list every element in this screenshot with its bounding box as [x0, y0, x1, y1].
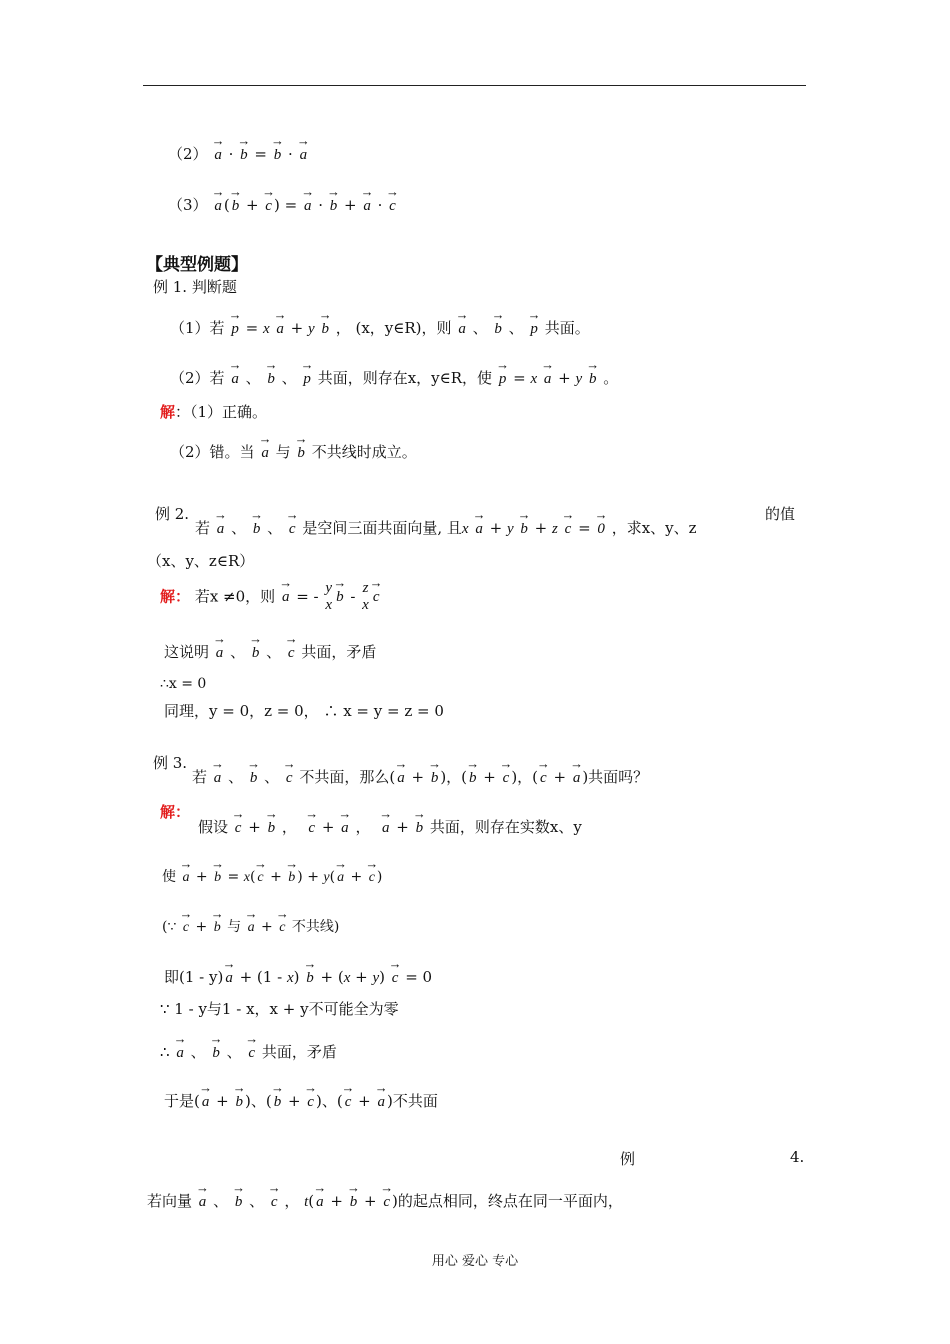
ex3-sol-label	[160, 801, 190, 822]
ex3-s1-b: 假设	[198, 818, 229, 836]
ex2-range: （x、y、z∈R）	[147, 552, 255, 570]
ex3-label: 例 3.	[153, 754, 188, 772]
ex2-question: 若 → a 、 → b 、 → c 是空间三面共面向量, 且x → a + y → b + z → c = → 0 ，求x、y、z	[195, 517, 697, 538]
ex1-title: 例 1. 判断题	[153, 278, 237, 296]
ex3-s3-a: (∵	[162, 919, 177, 935]
solution-colon: ：	[175, 803, 191, 821]
ex2-s2-a: 这说明	[164, 643, 210, 661]
ex1-sol2-a: （2）错。当	[170, 443, 255, 461]
ex1-sol2-b: 与	[275, 443, 291, 461]
ex3-s7-a: 于是(	[164, 1092, 200, 1110]
ex2-sol1: 解： 若x ≠0，则 → a = - y x → b - z x → c	[160, 580, 382, 615]
ex2-sol-a: 若x ≠0，则	[194, 587, 276, 606]
ex3-s2: 使 → a + → b = x(→ c + → b ) + y(→ a + → c )	[162, 866, 382, 886]
ex1-sol1	[160, 401, 267, 422]
solution-label: 解	[160, 587, 176, 606]
ex2-s3: ∴x = 0	[160, 676, 207, 692]
solution-label: 解	[160, 403, 176, 421]
ex3-s6-a: ∴	[160, 1043, 170, 1061]
ex1-q1-num: （1）若	[170, 319, 225, 337]
ex1-sol1-text: ：（1）正确。	[175, 403, 268, 421]
ex3-s5: ∵ 1 - y与1 - x，x + y不可能全为零	[160, 1000, 399, 1018]
ex4-label-b: 4.	[790, 1148, 805, 1166]
fraction-z-over-x: z x	[362, 580, 369, 614]
header-rule	[143, 85, 806, 86]
law-3: （3） → a (→ b + → c ) = → a · → b + → a · → c	[168, 194, 398, 215]
law-2: （2） → a · → b = → b · → a	[168, 143, 309, 164]
ex3-s1-end: 共面，则存在实数x、y	[429, 818, 582, 836]
ex2-q-tail: 的值	[765, 505, 796, 523]
ex1-q2-num: （2）若	[170, 369, 225, 387]
ex4-label-a: 例	[620, 1150, 636, 1168]
ex2-s2: 这说明 → a 、 → b 、 → c 共面，矛盾	[164, 641, 376, 662]
ex2-q-a: 若	[195, 519, 211, 537]
ex3-question: 若 → a 、 → b 、 → c 不共面，那么(→ a + → b )，(→ b + → c )，(→ c + → a )共面吗？	[192, 766, 648, 787]
ex1-q2: （2）若 → a 、 → b 、 → p 共面，则存在x，y∈R，使 → p = x → a + y → b 。	[170, 367, 618, 388]
ex3-q-b: 不共面，那么(	[299, 768, 396, 786]
fraction-y-over-x: y x	[325, 580, 333, 614]
ex4-q-b: 的起点相同，终点在同一平面内，	[397, 1192, 623, 1210]
ex3-s6: ∴ → a 、 → b 、 → c 共面，矛盾	[160, 1041, 337, 1062]
ex2-q-b: 是空间三面共面向量, 且	[302, 519, 462, 537]
ex3-s7-end: )不共面	[386, 1092, 438, 1110]
ex3-s6-b: 共面，矛盾	[261, 1043, 337, 1061]
ex2-q-c: ，求x、y、z	[611, 519, 697, 537]
ex1-q2-mid: 共面，则存在x，y∈R，使	[317, 369, 493, 387]
solution-label: 解	[160, 803, 176, 821]
section-title: 【典型例题】	[146, 255, 248, 275]
ex3-s2-a: 使	[162, 869, 176, 885]
page-footer: 用心 爱心 专心	[431, 1254, 519, 1269]
ex2-s4: 同理，y = 0，z = 0， ∴ x = y = z = 0	[164, 702, 444, 720]
ex1-sol2-c: 不共线时成立。	[311, 443, 417, 461]
ex1-q1-end: 共面。	[544, 319, 590, 337]
law-3-number: （3）	[168, 196, 208, 214]
ex3-s3-c: 不共线)	[291, 919, 340, 935]
ex1-q1-cond: (x，y∈R)，则	[355, 319, 452, 337]
ex1-q2-end: 。	[603, 369, 619, 387]
ex4-q-a: 若向量	[147, 1192, 193, 1210]
ex3-s4: 即(1 - y)→ a + (1 - x) → b + (x + y) → c = 0	[164, 966, 432, 987]
ex4-question: 若向量 → a 、 → b 、 → c ， t(→ a + → b + → c )的起点相同，终点在同一平面内，	[147, 1190, 623, 1211]
ex3-s4-a: 即(1 - y)	[164, 968, 224, 986]
ex1-sol2: （2）错。当 → a 与 → b 不共线时成立。	[170, 441, 417, 462]
ex2-s2-b: 共面，矛盾	[301, 643, 377, 661]
ex3-s3-b: 与	[227, 919, 242, 935]
ex3-q-end: 共面吗？	[588, 768, 649, 786]
law-2-number: （2）	[168, 145, 208, 163]
ex1-q1: （1）若 → p = x → a + y → b ， (x，y∈R)，则 → a 、 → b 、 → p 共面。	[170, 317, 590, 338]
ex3-s3: (∵ → c + → b 与 → a + → c 不共线)	[162, 916, 339, 936]
ex3-s1: 假设 → c + → b ， → c + → a ， → a + → b 共面，则存在实数x、y	[198, 816, 582, 837]
ex2-label: 例 2.	[155, 505, 190, 523]
ex3-q-a: 若	[192, 768, 208, 786]
ex3-s7: 于是(→ a + → b )、(→ b + → c )、(→ c + → a )不共面	[164, 1090, 438, 1111]
